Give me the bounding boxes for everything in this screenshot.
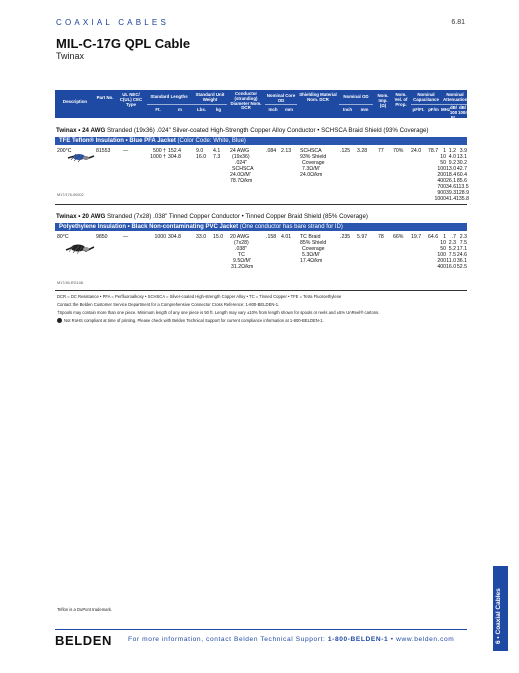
header-divider <box>147 104 227 105</box>
mhz-value: 50 <box>440 246 446 252</box>
unit-kg: kg <box>215 107 222 112</box>
part-number: 81553 <box>96 148 111 154</box>
db-ft-value: 18.4 <box>446 172 457 178</box>
db-ft-value: .7 <box>451 234 456 240</box>
jacket-bar-24awg: TFE Teflon® Insulation • Blue PFA Jacket (Color Code: White, Blue) <box>55 137 255 145</box>
weight-kg: 7.3 <box>213 154 221 160</box>
rohs-icon <box>57 318 62 323</box>
header-rule <box>53 15 466 17</box>
attenuation-db-ft-col <box>446 234 456 270</box>
belden-logo: BELDEN <box>55 633 113 648</box>
col-standard-lengths: Standard Lengths <box>150 94 188 99</box>
mil-reference: M17/176-00002 <box>57 193 84 197</box>
mhz-value: 50 <box>440 160 446 166</box>
db-ft-value: 34.6 <box>446 184 457 190</box>
weight-kg: 15.0 <box>213 234 224 240</box>
unit-pf-m: pF/m <box>428 107 439 112</box>
header-divider <box>339 104 373 105</box>
mhz-value: 700 <box>437 184 446 190</box>
conductor-stranding: (7x28) <box>234 240 249 246</box>
attenuation-mhz-col <box>434 234 446 270</box>
db-m-value: 135.8 <box>456 196 469 202</box>
temp-rating: 200°C <box>57 148 72 154</box>
conductor-dcr-ft: 9.5Ω/M' <box>233 258 251 264</box>
length-ft: 500 † <box>153 148 166 154</box>
mhz-value: 200 <box>437 258 446 264</box>
page-subtitle: Twinax <box>56 51 85 61</box>
mhz-value: 100 <box>437 252 446 258</box>
mhz-value: 1 <box>443 148 446 154</box>
attenuation-mhz-col <box>434 148 446 202</box>
db-m-value: 113.5 <box>456 184 469 190</box>
conductor-material: SCHSCA <box>232 166 254 172</box>
col-unit-weight: Standard Unit Weight <box>195 92 225 102</box>
db-m-value: 13.1 <box>456 154 467 160</box>
col-conductor: Conductor (stranding) Diameter Nom. DCR <box>230 91 262 111</box>
mhz-value: 400 <box>437 178 446 184</box>
weight-kg: 4.1 <box>213 148 221 154</box>
part-number: 9850 <box>96 234 108 240</box>
db-ft-value: 2.3 <box>448 240 456 246</box>
db-ft-value: 39.3 <box>446 190 457 196</box>
velocity: 70% <box>393 148 404 154</box>
db-ft-value: 7.5 <box>448 252 456 258</box>
footer-contact: For more information, contact Belden Technical Support: 1-800-BELDEN-1 • www.belden.com <box>128 636 455 643</box>
ul-type: — <box>123 148 129 154</box>
header-divider <box>265 104 297 105</box>
unit-m: m <box>178 107 182 112</box>
shield-dcr-ft: 7.3Ω/M' <box>302 166 320 172</box>
side-tab: 6 • Coaxial Cables <box>493 566 508 651</box>
od-inch: .235 <box>340 234 351 240</box>
db-m-value: 17.1 <box>456 246 467 252</box>
abbreviations-note: DCR = DC Resistance • PFA = Perfluoroalkoxy • SCHSCA = Silver-coated High-strength Copper Alloy • TC = Tinned Copper • TFE = Tetra Fluoroethylene <box>57 294 342 299</box>
mhz-value: 10 <box>440 240 446 246</box>
attenuation-db-ft-col <box>446 148 456 202</box>
col-shielding: Shielding Material Nom. DCR <box>299 92 337 102</box>
jacket-bar-fill <box>255 137 467 145</box>
mil-reference: M17/45-RG108 <box>57 281 83 285</box>
jacket-bar-20awg: Polyethylene Insulation • Black Non-contaminating PVC Jacket (One conductor has bare strand for ID) <box>55 223 467 231</box>
db-m-value: 42.7 <box>456 166 467 172</box>
footer-rule <box>55 629 467 630</box>
shield-material: SCHSCA <box>300 148 322 154</box>
weight-lbs: 16.0 <box>196 154 207 160</box>
attenuation-db-m-col <box>456 234 467 270</box>
od-inch: .125 <box>340 148 351 154</box>
mhz-value: 200 <box>437 172 446 178</box>
weight-lbs: 33.0 <box>196 234 207 240</box>
temp-rating: 80°C <box>57 234 69 240</box>
unit-db-100ft: dB/ 100 Ft. <box>449 105 458 120</box>
col-nominal-attenuation: Nominal Attenuation <box>443 92 468 102</box>
conductor-dcr-km: 31.2Ω/km <box>231 264 254 270</box>
section-name: COAXIAL CABLES <box>56 18 169 27</box>
table-header <box>55 90 470 120</box>
unit-mm: mm <box>360 107 369 112</box>
support-phone[interactable]: 1-800-BELDEN-1 <box>327 636 389 643</box>
shield-dcr-km: 24.0Ω/km <box>300 172 323 178</box>
weight-lbs: 9.0 <box>196 148 204 154</box>
conductor-awg: 24 AWG <box>230 148 250 154</box>
db-ft-value: 13.0 <box>446 166 457 172</box>
cable-image-20awg <box>64 236 96 260</box>
col-part-no: Part No. <box>96 95 114 100</box>
db-m-value: 36.1 <box>456 258 467 264</box>
rohs-note: Not RoHS compliant at time of printing. Please check with Belden Technical Support for current compliance information at 1-800-BELDEN-1. <box>57 318 324 323</box>
attenuation-db-m-col <box>456 148 467 202</box>
unit-inch: Inch <box>342 107 353 112</box>
db-ft-value: 5.2 <box>448 246 456 252</box>
trademark-note: Teflon is a DuPont trademark. <box>57 607 113 612</box>
od-mm: 3.28 <box>357 148 368 154</box>
col-nom-imp: Nom. Imp. (Ω) <box>377 93 389 108</box>
db-ft-value: 16.0 <box>446 264 457 270</box>
unit-lbs: Lbs. <box>196 107 207 112</box>
unit-mm: mm <box>285 107 293 112</box>
shield-coverage: 85% Shield <box>300 240 327 246</box>
db-ft-value: 41.4 <box>446 196 457 202</box>
impedance: 78 <box>378 234 384 240</box>
od-mm: 5.97 <box>357 234 368 240</box>
unit-inch: Inch <box>268 107 278 112</box>
unit-ft: Ft. <box>155 107 161 112</box>
group-separator <box>55 290 467 291</box>
col-ul-nec: UL NEC/ C(UL) CEC Type <box>119 92 143 107</box>
capacitance-pf-m: 78.7 <box>428 148 439 154</box>
conductor-diameter: .038" <box>235 246 247 252</box>
ul-type: — <box>123 234 129 240</box>
db-ft-value: 11.0 <box>446 258 456 264</box>
db-ft-value: 9.2 <box>448 160 456 166</box>
conductor-dcr-ft: 24.0Ω/M' <box>230 172 251 178</box>
db-m-value: 52.5 <box>456 264 467 270</box>
length-ft: 1000 <box>154 234 166 240</box>
page-number: 6.81 <box>451 19 465 26</box>
col-nominal-capacitance: Nominal Capacitance <box>413 92 439 102</box>
mhz-value: 1000 <box>434 196 446 202</box>
velocity: 66% <box>393 234 404 240</box>
shield-coverage: 93% Shield <box>300 154 327 160</box>
unit-db-100m: dB/ 100m <box>458 105 470 115</box>
conductor-diameter: .024" <box>235 160 247 166</box>
shield-dcr-km: 17.4Ω/km <box>300 258 323 264</box>
unit-mhz: MHz <box>441 107 451 112</box>
conductor-stranding: (19x36) <box>232 154 250 160</box>
group-title-24awg: Twinax • 24 AWG Stranded (19x36) .024" Silver-coated High-Strength Copper Alloy Conductor • SCHSCA Braid Shield (93% Coverage) <box>56 127 429 134</box>
length-m: 304.8 <box>168 154 181 160</box>
connector-note: Contact the Belden Customer Service Department for a Comprehensive Connector Cross Reference: 1-800-BELDEN-1. <box>57 302 280 307</box>
db-m-value: 128.9 <box>456 190 469 196</box>
shield-coverage-label: Coverage <box>302 160 325 166</box>
db-ft-value: 26.1 <box>446 178 457 184</box>
capacitance-pf-ft: 24.0 <box>411 148 422 154</box>
conductor-dcr-km: 78.7Ω/km <box>230 178 253 184</box>
col-core-od: Nominal Core OD <box>266 93 296 103</box>
mhz-value: 1 <box>443 234 446 240</box>
group-title-20awg: Twinax • 20 AWG Stranded (7x28) .038" Tinned Copper Conductor • Tinned Copper Braid Shield (85% Coverage) <box>56 213 368 220</box>
core-od-mm: 4.01 <box>281 234 292 240</box>
capacitance-pf-m: 64.6 <box>428 234 439 240</box>
db-m-value: 60.4 <box>456 172 467 178</box>
group-separator <box>55 204 467 205</box>
shield-material: TC Braid <box>300 234 321 240</box>
db-m-value: 2.3 <box>459 234 467 240</box>
length-m: 304.8 <box>168 234 181 240</box>
db-ft-value: 1.2 <box>448 148 456 154</box>
impedance: 77 <box>378 148 384 154</box>
conductor-awg: 20 AWG <box>230 234 250 240</box>
col-nominal-od: Nominal OD <box>343 94 369 99</box>
website-link[interactable]: www.belden.com <box>396 636 455 643</box>
db-m-value: 30.2 <box>456 160 467 166</box>
page-title: MIL-C-17G QPL Cable <box>56 36 191 51</box>
db-m-value: 3.9 <box>459 148 467 154</box>
col-nom-vel: Nom. Vel. of Prop. <box>394 92 408 107</box>
shield-dcr-ft: 5.3Ω/M' <box>302 252 320 258</box>
length-ft: 1000 † <box>150 154 166 160</box>
conductor-material: TC <box>238 252 245 258</box>
mhz-value: 400 <box>437 264 446 270</box>
core-od-inch: .158 <box>266 234 277 240</box>
spool-note: †Spools may contain more than one piece. Minimum length of any one piece is 50 ft. Length may vary ±10% from length shown for spools or reels and ±5% UnReel® cartons. <box>57 310 380 315</box>
mhz-value: 10 <box>440 154 446 160</box>
db-m-value: 24.6 <box>456 252 467 258</box>
db-ft-value: 4.0 <box>448 154 456 160</box>
db-m-value: 85.6 <box>456 178 467 184</box>
db-m-value: 7.5 <box>459 240 467 246</box>
core-od-inch: .084 <box>266 148 277 154</box>
mhz-value: 900 <box>437 190 446 196</box>
core-od-mm: 2.13 <box>281 148 292 154</box>
mhz-value: 100 <box>437 166 446 172</box>
length-m: 152.4 <box>168 148 181 154</box>
capacitance-pf-ft: 19.7 <box>411 234 422 240</box>
col-description: Description <box>62 99 88 104</box>
cable-image-24awg <box>66 146 96 168</box>
shield-coverage-label: Coverage <box>302 246 325 252</box>
unit-pf-ft: pF/Ft. <box>412 107 425 112</box>
